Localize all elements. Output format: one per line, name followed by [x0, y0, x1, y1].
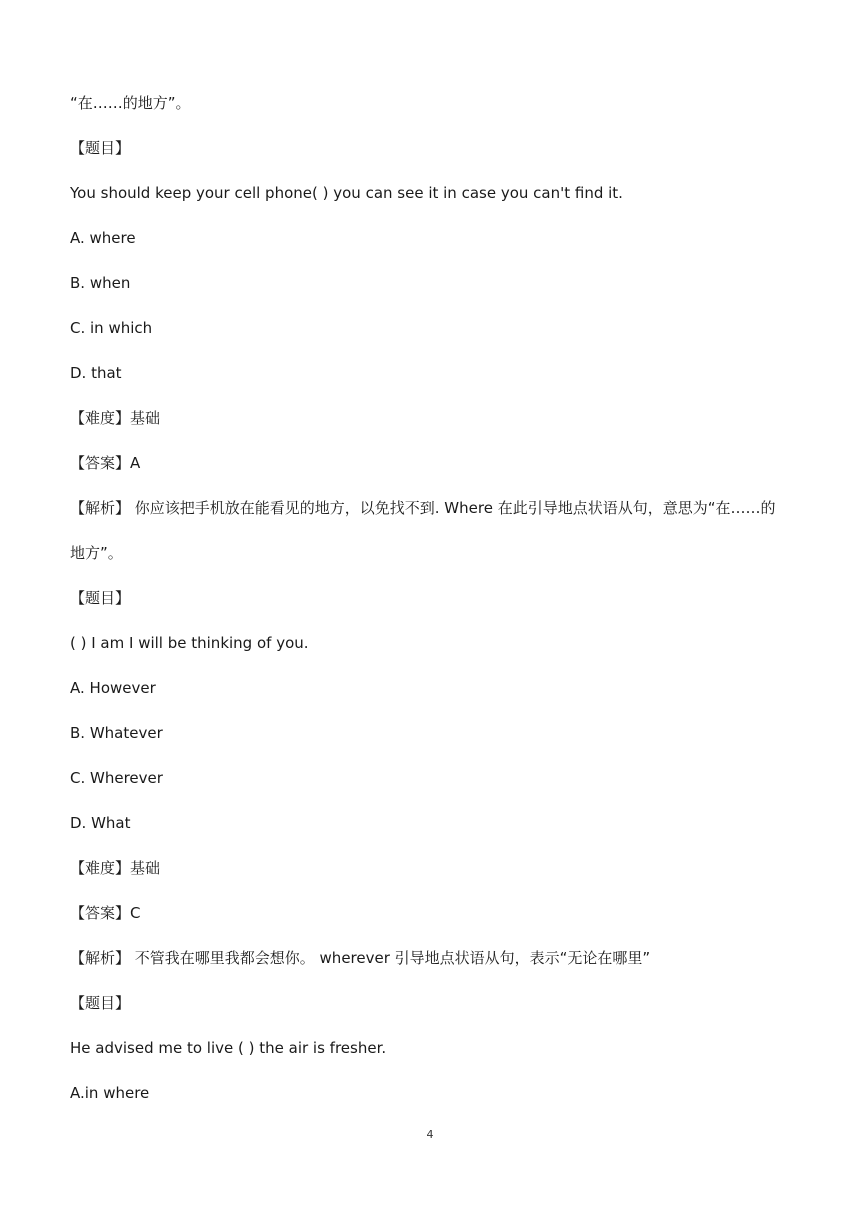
difficulty-2: 【难度】基础	[70, 859, 161, 877]
option-a-3: A.in where	[70, 1084, 150, 1102]
option-d-2: D. What	[70, 814, 131, 832]
explanation-1-continued: 地方”。	[70, 544, 123, 562]
question-text-3: He advised me to live ( ) the air is fresher.	[70, 1039, 387, 1057]
option-b-1: B. when	[70, 274, 131, 292]
option-a-1: A. where	[70, 229, 136, 247]
option-b-2: B. Whatever	[70, 724, 163, 742]
difficulty-1: 【难度】基础	[70, 409, 161, 427]
page-number: 4	[426, 1128, 434, 1141]
explanation-2: 【解析】 不管我在哪里我都会想你。 wherever 引导地点状语从句，表示“无论在哪里”	[70, 949, 651, 967]
explanation-1: 【解析】 你应该把手机放在能看见的地方，以免找不到. Where 在此引导地点状语从句，意思为“在……的	[70, 499, 776, 517]
question-text-1: You should keep your cell phone( ) you can see it in case you can't find it.	[70, 184, 623, 202]
question-heading-2: 【题目】	[70, 589, 131, 607]
question-heading-1: 【题目】	[70, 139, 131, 157]
answer-1: 【答案】A	[70, 454, 141, 472]
question-text-2: ( ) I am I will be thinking of you.	[70, 634, 309, 652]
option-a-2: A. However	[70, 679, 156, 697]
option-d-1: D. that	[70, 364, 122, 382]
question-heading-3: 【题目】	[70, 994, 131, 1012]
option-c-2: C. Wherever	[70, 769, 163, 787]
answer-2: 【答案】C	[70, 904, 141, 922]
option-c-1: C. in which	[70, 319, 153, 337]
explanation-continuation-1: “在……的地方”。	[70, 94, 191, 112]
